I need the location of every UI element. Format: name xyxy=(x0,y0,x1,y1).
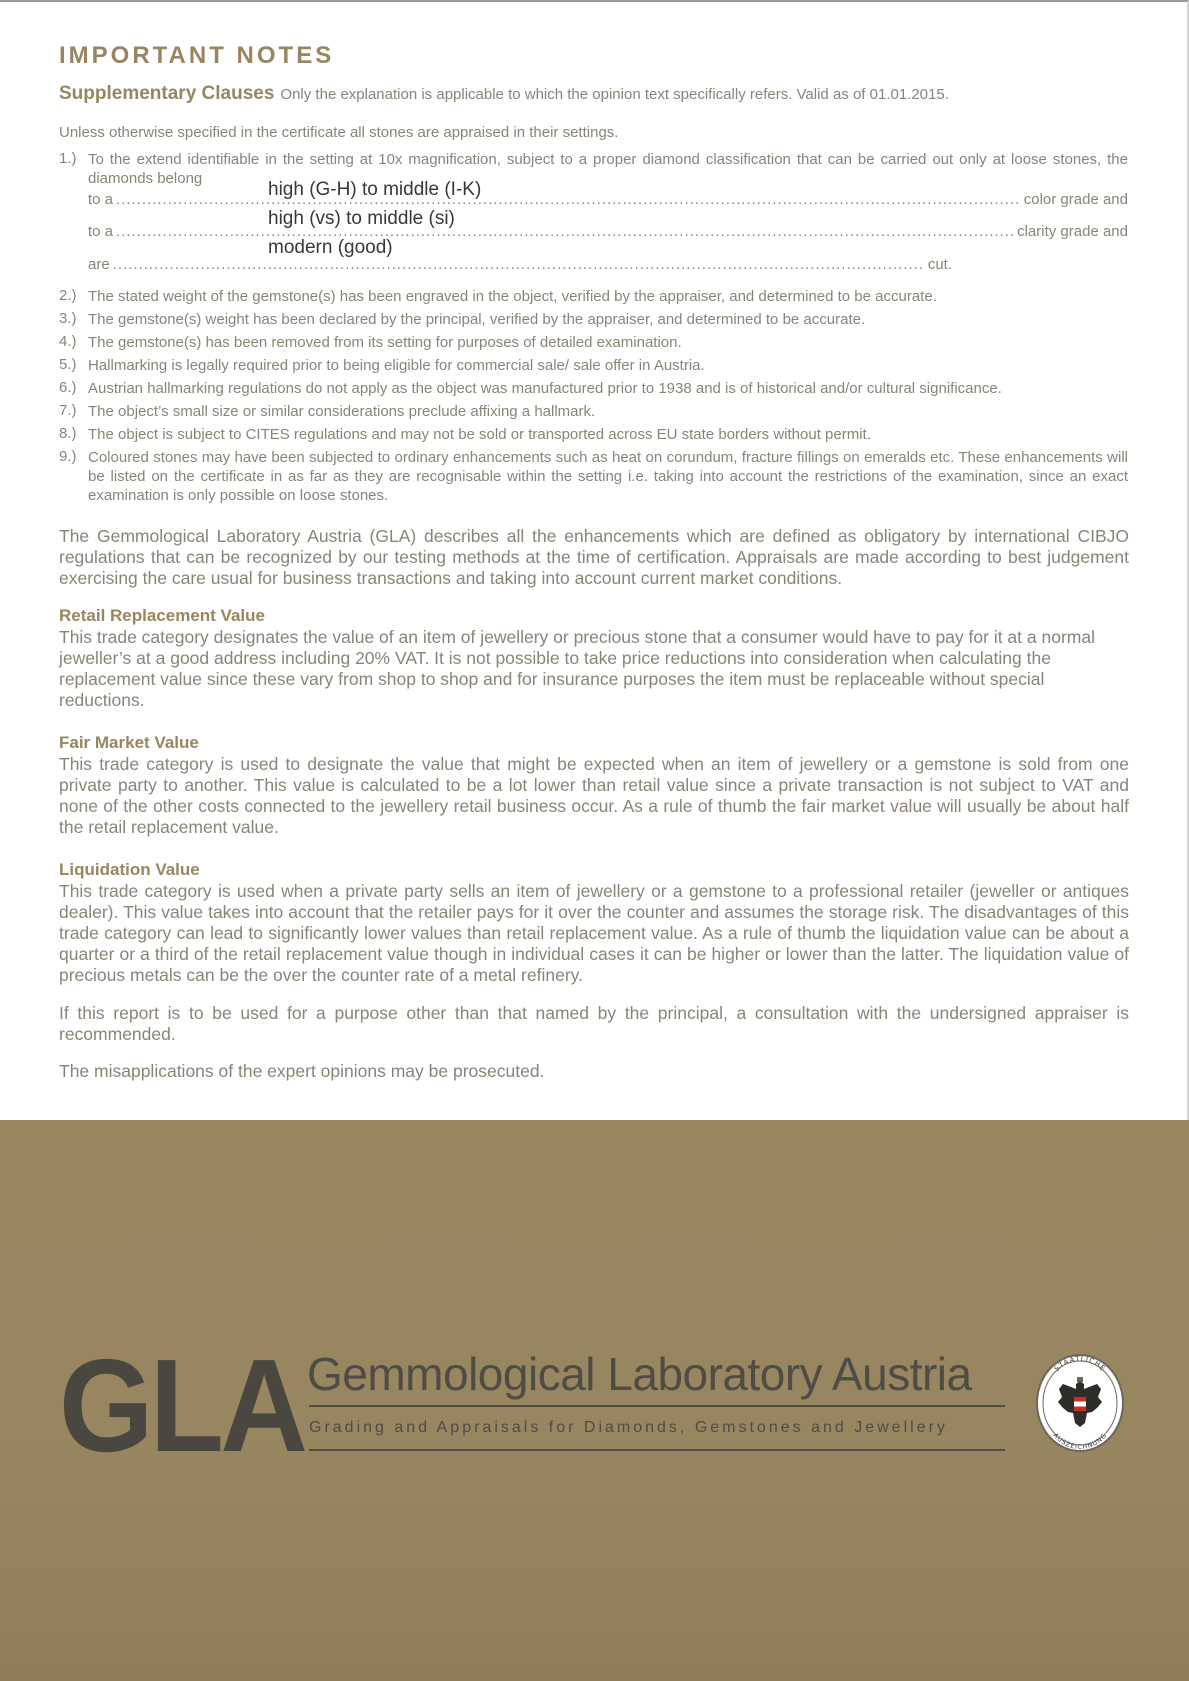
item-text: Hallmarking is legally required prior to being eligible for commercial sale/ sale offer in Austria. xyxy=(88,357,705,374)
fair-heading: Fair Market Value xyxy=(59,733,199,752)
dotted-leader xyxy=(113,256,925,273)
clarity-grade-value: high (vs) to middle (si) xyxy=(268,208,455,229)
supplementary-heading: Supplementary Clauses xyxy=(59,83,275,104)
fill-prefix: to a xyxy=(88,223,114,240)
seal-top-text: STAATLICHE xyxy=(1052,1354,1108,1374)
fill-suffix: cut. xyxy=(927,256,952,273)
liquidation-text: This trade category is used when a private party sells an item of jewellery or a gemstone to a professional retailer (jeweller or antiques dealer). This value takes into account that the retailer pays for it over the counter and assumes the storage risk. The disadvantages of this trade category can lead to significantly lower values than retail replacement value. As a rule of thumb the liquidation value can be about a quarter or a third of the retail replacement value though in individual cases it can be higher or lower than the latter. The liquidation value of precious metals can be the over the counter rate of a metal refinery. xyxy=(59,881,1129,985)
clarity-grade-line xyxy=(88,223,1128,240)
fill-suffix: color grade and xyxy=(1023,191,1128,208)
seal-bottom-text: AUSZEICHNUNG xyxy=(1051,1431,1109,1452)
lab-name: Gemmological Laboratory Austria xyxy=(307,1348,972,1400)
item-number: 8.) xyxy=(59,425,77,442)
gla-paragraph: The Gemmological Laboratory Austria (GLA) describes all the enhancements which are defined as obligatory by international CIBJO regulations that can be recognized by our testing methods at the time of certification. Appraisals are made according to best judgement exercising the care usual for business transactions and taking into account current market conditions. xyxy=(59,526,1129,588)
gla-logo: GLA xyxy=(59,1332,305,1479)
item-number: 1.) xyxy=(59,150,77,167)
misapplication-text: The misapplications of the expert opinions may be prosecuted. xyxy=(59,1061,545,1081)
color-grade-line xyxy=(88,191,1128,208)
item-number: 4.) xyxy=(59,333,77,350)
fair-text: This trade category is used to designate the value that might be expected when an item of jewellery or a gemstone is sold from one private party to another. This value is calculated to be a lot lower than retail value since a private transaction is not subject to VAT and none of the other costs connected to the jewellery retail business occur. As a rule of thumb the fair market value will usually be about half the retail replacement value. xyxy=(59,754,1129,837)
retail-text: This trade category designates the value of an item of jewellery or precious stone that a consumer would have to pay for it at a normal jeweller’s at a good address including 20% VAT. It is not possible to take price reductions into consideration when calculating the replacement value since these vary from shop to shop and for insurance purposes the item must be replaceable without special reductions. xyxy=(59,627,1095,710)
item-text: The gemstone(s) has been removed from its setting for purposes of detailed examination. xyxy=(88,334,682,351)
austrian-eagle-seal-icon xyxy=(1035,1353,1125,1453)
item-text: To the extend identifiable in the setting at 10x magnification, subject to a proper diamond classification that can be carried out only at loose stones, the diamonds belong xyxy=(88,151,1128,187)
supplementary-clauses xyxy=(59,83,1139,105)
liquidation-heading: Liquidation Value xyxy=(59,860,200,879)
intro-text: Unless otherwise specified in the certificate all stones are appraised in their settings. xyxy=(59,124,619,141)
item-number: 3.) xyxy=(59,310,77,327)
color-grade-value: high (G-H) to middle (I-K) xyxy=(268,179,482,200)
fill-suffix: clarity grade and xyxy=(1017,223,1128,240)
tagline: Grading and Appraisals for Diamonds, Gemstones and Jewellery xyxy=(309,1419,948,1436)
fill-prefix: to a xyxy=(88,191,114,208)
retail-heading: Retail Replacement Value xyxy=(59,606,265,625)
item-text: The stated weight of the gemstone(s) has been engraved in the object, verified by the appraiser, and determined to be accurate. xyxy=(88,288,937,305)
fill-prefix: are xyxy=(88,256,110,273)
page-title: IMPORTANT NOTES xyxy=(59,42,335,69)
item-number: 6.) xyxy=(59,379,77,396)
consultation-text: If this report is to be used for a purpose other than that named by the principal, a consultation with the undersigned appraiser is recommended. xyxy=(59,1003,1129,1044)
dotted-leader xyxy=(116,223,1014,240)
item-text: Austrian hallmarking regulations do not apply as the object was manufactured prior to 1938 and is of historical and/or cultural significance. xyxy=(88,380,1002,397)
item-number: 7.) xyxy=(59,402,77,419)
item-text: The gemstone(s) weight has been declared by the principal, verified by the appraiser, and determined to be accurate. xyxy=(88,311,866,328)
item-number: 5.) xyxy=(59,356,77,373)
item-number: 9.) xyxy=(59,448,77,465)
supplementary-text: Only the explanation is applicable to which the opinion text specifically refers. Valid as of 01.01.2015. xyxy=(280,86,949,103)
item-text: Coloured stones may have been subjected to ordinary enhancements such as heat on corundum, fracture fillings on emeralds etc. These enhancements will be listed on the certificate in as far as they are recognisable within the setting i.e. taking into account the restrictions of the examination, since an exact examination is only possible on loose stones. xyxy=(88,449,1128,504)
item-number: 2.) xyxy=(59,287,77,304)
divider xyxy=(309,1449,1005,1451)
dotted-leader xyxy=(116,191,1021,208)
cut-grade-value: modern (good) xyxy=(268,237,393,258)
divider xyxy=(309,1405,1005,1407)
cut-grade-line xyxy=(88,256,952,273)
item-text: The object’s small size or similar considerations preclude affixing a hallmark. xyxy=(88,403,596,420)
item-text: The object is subject to CITES regulations and may not be sold or transported across EU state borders without permit. xyxy=(88,426,871,443)
